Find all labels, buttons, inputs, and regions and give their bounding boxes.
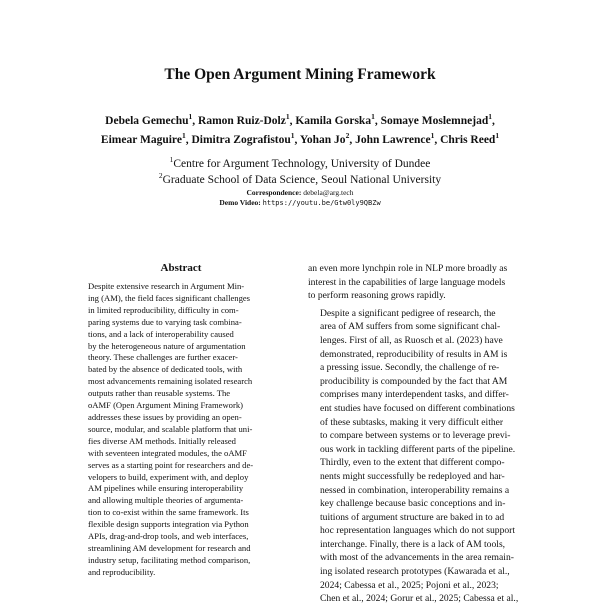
abstract-line: in limited reproducibility, difficulty in com- (88, 304, 239, 315)
abstract-line: most advancements remaining isolated research (88, 376, 253, 387)
intro-line: key challenge because basic conceptions and in- (320, 498, 506, 510)
author-name: Dimitra Zografistou (191, 134, 291, 146)
demo-video-link[interactable]: https://youtu.be/Gtw0ly9QBZw (262, 199, 381, 207)
author-name: John Lawrence (355, 134, 431, 146)
abstract-line: addresses these issues by providing an open- (88, 411, 242, 422)
correspondence-label: Correspondence: (246, 188, 302, 197)
affiliation-marker: 1 (169, 155, 174, 165)
intro-line: ent studies have focused on different combinations (320, 402, 515, 414)
intro-line: of these subtasks, making it very difficult either (320, 416, 504, 428)
abstract-body (88, 281, 274, 579)
intro-line: with most of the advancements in the area remain- (320, 552, 514, 564)
author-affiliation-marker: 1 (371, 112, 375, 122)
intro-line: Thirdly, even to the extent that different compo- (320, 457, 505, 469)
intro-line: nessed in combination, interoperability remains a (320, 484, 510, 496)
author-affiliation-marker: 1 (181, 131, 186, 141)
author-affiliation-marker: 1 (495, 131, 500, 141)
abstract-line: serves as a starting point for researchers and de- (88, 459, 254, 470)
intro-paragraph-2 (308, 307, 532, 606)
contact-info (0, 188, 600, 208)
intro-line: ing isolated research prototypes (Kawarada et al., (320, 566, 510, 578)
author-affiliation-marker: 1 (488, 112, 492, 122)
abstract-line: by the heterogeneous nature of argumentation (88, 340, 246, 351)
intro-line: interchange. Finally, there is a lack of AM tools, (320, 538, 506, 550)
introduction-column (308, 262, 532, 606)
abstract-line: APIs, drag-and-drop tools, and web interfaces, (88, 531, 249, 542)
abstract-line: flexible design supports integration via Python (88, 519, 249, 530)
author-line-2 (70, 131, 530, 150)
author-separator: , (294, 134, 300, 146)
paper-title: The Open Argument Mining Framework (164, 66, 436, 83)
intro-line: ous work in tackling different parts of the pipeline. (320, 443, 516, 455)
demo-video-line (0, 198, 600, 208)
author-name: Eimear Maguire (100, 134, 182, 146)
author-name: Yohan Jo (299, 134, 346, 146)
correspondence-line (0, 188, 600, 198)
abstract-line: theory. These challenges are further exacer- (88, 352, 238, 363)
intro-line: nents might successfully be redeployed and har- (320, 470, 505, 482)
affiliation-line (0, 156, 600, 172)
author-separator: , (374, 115, 381, 127)
intro-line: tuitions of argument structure are baked in to ad (320, 511, 505, 523)
author-name: Debela Gemechu (105, 115, 189, 127)
intro-line: demonstrated, reproducibility of results in AM is (320, 348, 508, 360)
author-separator: , (185, 134, 192, 146)
author-affiliation-marker: 2 (345, 131, 350, 141)
affiliation-text: Centre for Argument Technology, University of Dundee (173, 158, 431, 170)
abstract-line: tions, and a lack of interoperability caused (88, 328, 234, 339)
abstract-line: fies diverse AM methods. Initially released (88, 435, 236, 446)
intro-line: producibility is compounded by the fact that AM (320, 375, 508, 387)
abstract-line: streamlining AM development for research and (88, 542, 251, 553)
abstract-line: and allowing multiple theories of argumenta- (88, 495, 244, 506)
intro-line: an even more lynchpin role in NLP more broadly as (308, 263, 508, 274)
intro-line: 2024; Cabessa et al., 2025; Pojoni et al., 2023; (320, 579, 499, 591)
author-separator: , (434, 134, 441, 146)
author-affiliation-marker: 1 (285, 112, 290, 122)
intro-line: to compare between systems or to leverage previ- (320, 430, 511, 442)
author-name: Chris Reed (440, 134, 496, 146)
author-separator: , (192, 115, 199, 127)
abstract-line: ing (AM), the field faces significant challenges (88, 292, 251, 303)
abstract-line: outputs rather than reusable systems. The (88, 388, 231, 399)
abstract-line: tion to co-exist within the same framework. Its (88, 507, 249, 518)
abstract-line: oAMF (Open Argument Mining Framework) (88, 400, 243, 411)
author-separator: , (289, 115, 296, 127)
intro-line: to perform reasoning grows rapidly. (308, 290, 446, 302)
abstract-line: industry setup, facilitating method comparison, (88, 554, 251, 565)
author-affiliation-marker: 1 (290, 131, 295, 141)
abstract-line: bated by the absence of dedicated tools, with (88, 364, 243, 375)
author-line-1 (70, 112, 530, 131)
affiliations (0, 156, 600, 188)
intro-paragraph-1 (308, 262, 532, 303)
correspondence-email[interactable]: debela@arg.tech (303, 188, 354, 197)
intro-line: hoc representation languages which do not support (320, 525, 516, 537)
intro-line: interest in the capabilities of large language models (308, 276, 506, 288)
abstract-line: velopers to build, experiment with, and deploy (88, 471, 249, 482)
abstract-line: with seventeen integrated modules, the oAMF (88, 447, 247, 458)
abstract-line: source, modular, and scalable platform that uni- (88, 423, 253, 434)
abstract-line: AM pipelines while ensuring interoperability (88, 483, 244, 494)
intro-line: comprises many interdependent tasks, and differ- (320, 389, 509, 401)
affiliation-line (0, 172, 600, 188)
intro-line: Chen et al., 2024; Gorur et al., 2025; Cabessa et al., (320, 593, 519, 605)
affiliation-text: Graduate School of Data Science, Seoul National University (162, 174, 442, 186)
abstract-line: and reproducibility. (88, 566, 156, 577)
abstract-line: Despite extensive research in Argument Min- (88, 281, 245, 291)
intro-line: Despite a significant pedigree of research, the (320, 307, 496, 319)
author-list (70, 112, 530, 150)
abstract-line: paring systems due to varying task combina- (88, 316, 242, 327)
intro-line: lenges. First of all, as Ruosch et al. (2023) have (320, 334, 503, 346)
author-separator: , (491, 115, 495, 127)
author-affiliation-marker: 1 (430, 131, 435, 141)
abstract-heading: Abstract (160, 262, 202, 274)
author-name: Somaye Moslemnejad (380, 115, 489, 127)
author-name: Kamila Gorska (295, 115, 372, 127)
author-affiliation-marker: 1 (188, 112, 193, 122)
intro-line: a pressing issue. Secondly, the challenge of re- (320, 362, 500, 374)
demo-video-label: Demo Video: (219, 198, 261, 207)
author-name: Ramon Ruiz-Dolz (198, 115, 286, 127)
affiliation-marker: 2 (158, 171, 163, 181)
author-separator: , (349, 134, 356, 146)
intro-line: area of AM suffers from some significant chal- (320, 321, 501, 333)
